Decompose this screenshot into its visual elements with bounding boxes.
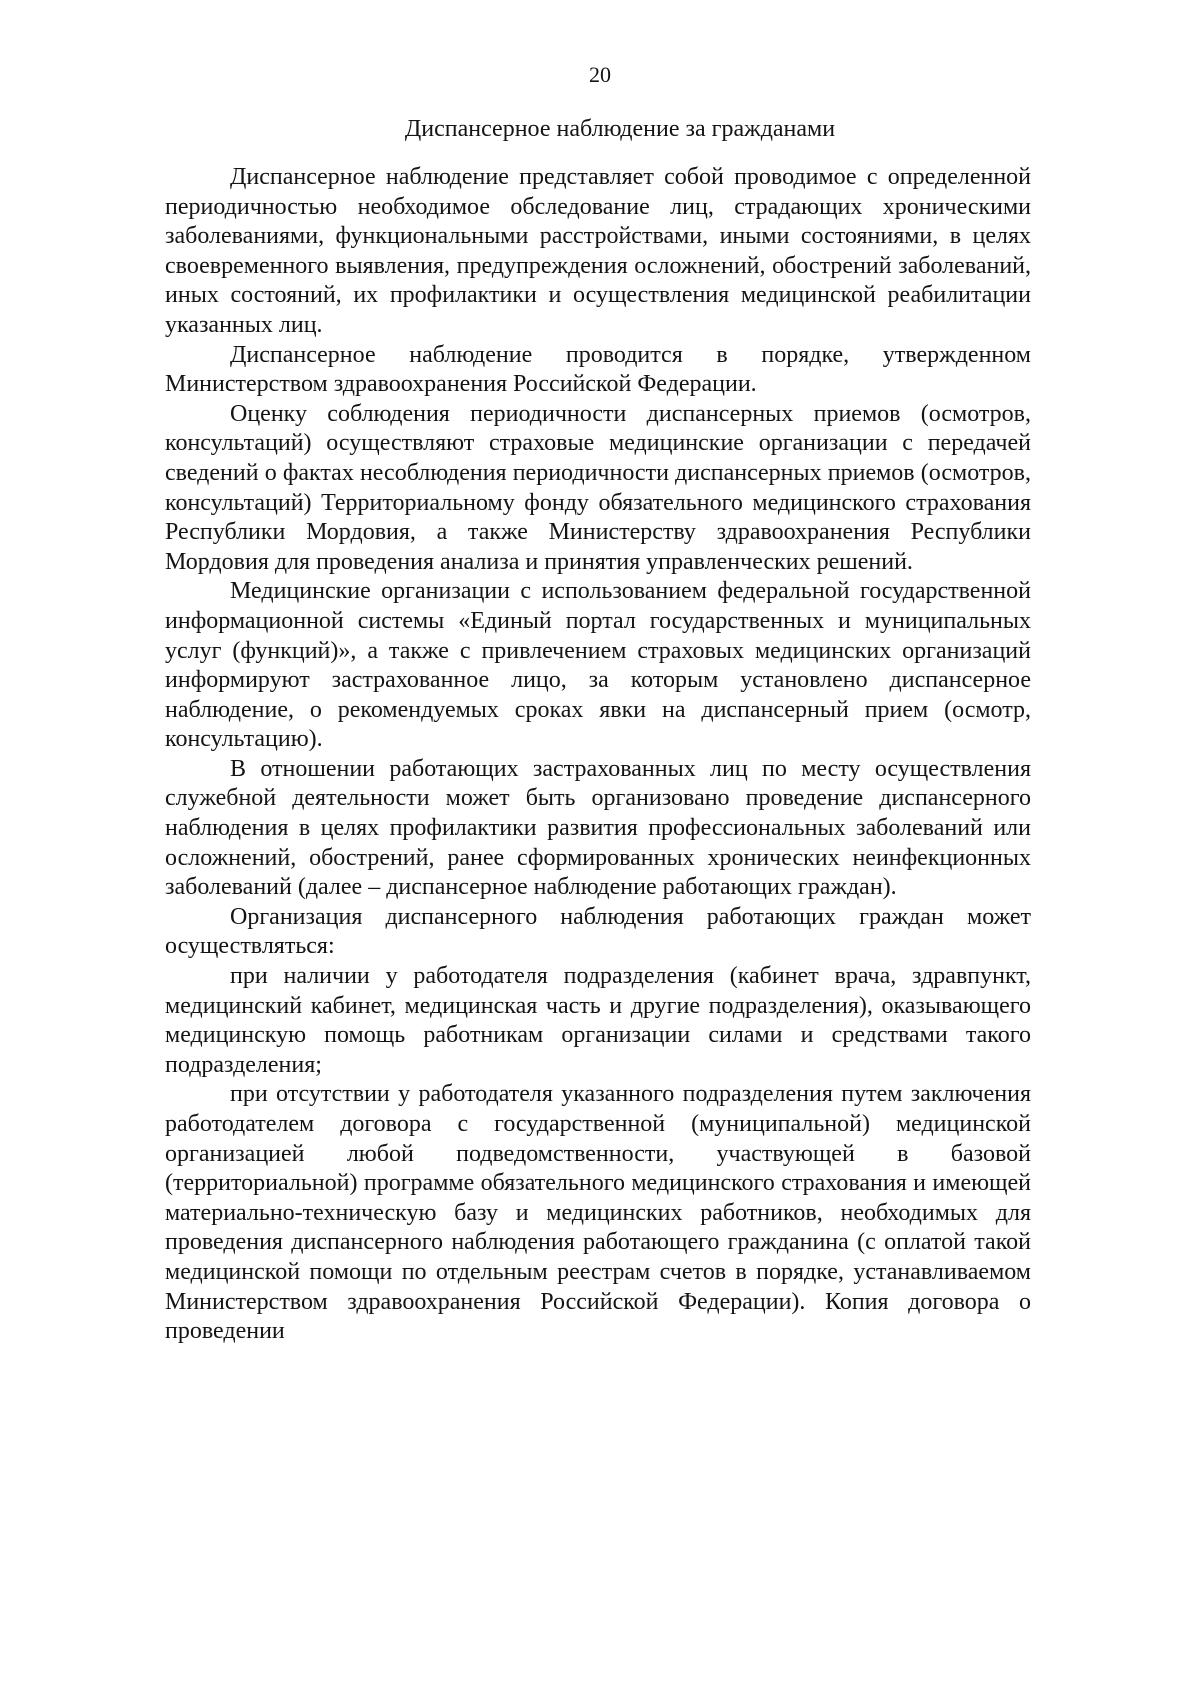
paragraph: Оценку соблюдения периодичности диспансерных приемов (осмотров, консультаций) осуществляют страховые медицинские организации с передачей сведений о фактах несоблюдения периодичности диспансерных приемов (осмотров, консультаций) Территориальному фонду обязательного медицинского страхования Республики Мордовия, а также Министерству здравоохранения Республики Мордовия для проведения анализа и принятия управленческих решений.: [165, 400, 1031, 575]
paragraph: В отношении работающих застрахованных лиц по месту осуществления служебной деятельности может быть организовано проведение диспансерного наблюдения в целях профилактики развития профессиональных заболеваний или осложнений, обострений, ранее сформированных хронических неинфекционных заболеваний (далее – диспансерное наблюдение работающих граждан).: [165, 755, 1031, 901]
paragraph: Диспансерное наблюдение представляет собой проводимое с определенной периодичностью необходимое обследование лиц, страдающих хроническими заболеваниями, функциональными расстройствами, иными состояниями, в целях своевременного выявления, предупреждения осложнений, обострений заболеваний, иных состояний, их профилактики и осуществления медицинской реабилитации указанных лиц.: [165, 164, 1031, 338]
paragraph: Организация диспансерного наблюдения работающих граждан может осуществляться:: [165, 903, 1031, 960]
paragraph-continued: при отсутствии у работодателя указанного подразделения путем заключения работодателем договора с государственной (муниципальной) медицинской организацией любой подведомственности, участвующей в базовой (территориальной) программе обязательного медицинского страхования и имеющей материально-техническую базу и медицинских работников, необходимых для проведения диспансерного наблюдения работающего гражданина (с оплатой такой медицинской помощи по отдельным реестрам счетов в порядке, устанавливаемом Министерством здравоохранения Российской Федерации). Копия договора о проведении: [165, 1081, 1031, 1345]
paragraph: Медицинские организации с использованием федеральной государственной информационной системы «Единый портал государственных и муниципальных услуг (функций)», а также с привлечением страховых медицинских организаций информируют застрахованное лицо, за которым установлено диспансерное наблюдение, о рекомендуемых сроках явки на диспансерный прием (осмотр, консультацию).: [165, 578, 1031, 753]
document-body: [165, 163, 1031, 1347]
page-number: 20: [589, 62, 611, 87]
section-heading: Диспансерное наблюдение за гражданами: [404, 116, 836, 142]
paragraph: Диспансерное наблюдение проводится в порядке, утвержденном Министерством здравоохранения Российской Федерации.: [165, 341, 1031, 398]
paragraph: при наличии у работодателя подразделения (кабинет врача, здравпункт, медицинский кабинет, медицинская часть и другие подразделения), оказывающего медицинскую помощь работникам организации силами и средствами такого подразделения;: [165, 963, 1031, 1078]
